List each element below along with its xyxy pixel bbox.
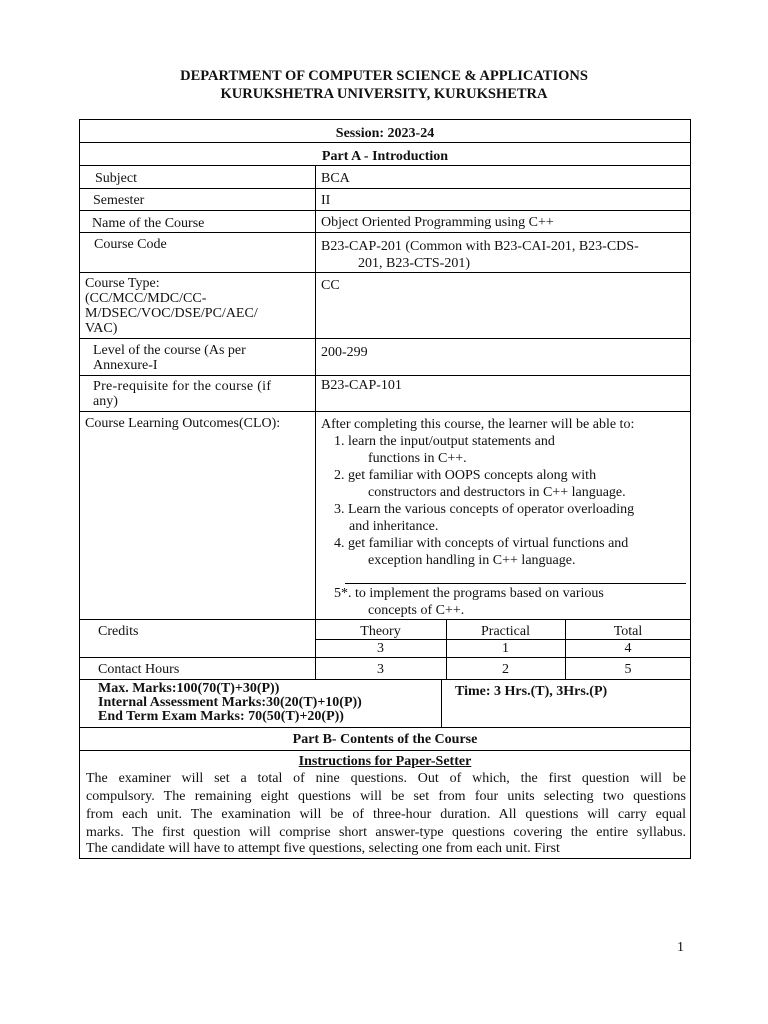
table-rule <box>79 619 691 620</box>
clo-label: Course Learning Outcomes(CLO): <box>85 416 281 431</box>
level-label-cont: Annexure-I <box>93 358 158 373</box>
table-rule <box>79 142 691 143</box>
clo-item: 3. Learn the various concepts of operator overloading <box>334 502 635 517</box>
page-number: 1 <box>677 940 684 955</box>
credits-theory: 3 <box>377 641 384 656</box>
clo-item: 5*. to implement the programs based on various <box>334 586 604 601</box>
instructions-line: The examiner will set a total of nine questions. Out of which, the first question will be <box>86 771 686 786</box>
course-type-label: Course Type: <box>85 276 160 291</box>
clo-item: 4. get familiar with concepts of virtual functions and <box>334 536 629 551</box>
prerequisite-label-cont: any) <box>93 394 118 409</box>
clo-item-cont: functions in C++. <box>368 451 467 466</box>
table-rule <box>79 727 691 728</box>
department-heading: DEPARTMENT OF COMPUTER SCIENCE & APPLICATIONS <box>180 68 588 84</box>
table-rule <box>79 411 691 412</box>
clo-item-cont: constructors and destructors in C++ language. <box>368 485 626 500</box>
table-rule <box>79 210 691 211</box>
contact-hours-label: Contact Hours <box>98 662 180 677</box>
instructions-line: from each unit. The examination will be of three-hour duration. All questions will carry equal <box>86 807 686 822</box>
clo-item: 2. get familiar with OOPS concepts along with <box>334 468 597 483</box>
clo-item-cont: and inheritance. <box>349 519 439 534</box>
table-rule <box>79 272 691 273</box>
clo-item: 1. learn the input/output statements and <box>334 434 555 449</box>
table-rule <box>79 338 691 339</box>
clo-item-cont: concepts of C++. <box>368 603 465 618</box>
internal-assessment-marks: Internal Assessment Marks:30(20(T)+10(P)) <box>98 695 362 710</box>
course-type-label: M/DSEC/VOC/DSE/PC/AEC/ <box>85 306 258 321</box>
semester-label: Semester <box>93 193 145 208</box>
credits-total: 4 <box>624 641 632 656</box>
part-a-title: Part A - Introduction <box>321 149 449 164</box>
session-label: Session: 2023-24 <box>335 126 435 141</box>
contact-hours-practical: 2 <box>502 662 509 677</box>
level-label: Level of the course (As per <box>93 343 246 358</box>
table-rule <box>79 750 691 751</box>
subject-value: BCA <box>321 171 350 186</box>
instructions-line: The candidate will have to attempt five questions, selecting one from each unit. First <box>86 841 560 856</box>
table-rule <box>79 232 691 233</box>
credits-header-theory: Theory <box>360 624 401 639</box>
credits-label: Credits <box>98 624 139 639</box>
table-rule <box>441 679 442 727</box>
table-rule <box>79 375 691 376</box>
clo-intro: After completing this course, the learner will be able to: <box>321 417 635 432</box>
course-type-label: (CC/MCC/MDC/CC- <box>85 291 207 306</box>
instructions-line: compulsory. The remaining eight questions will be set from four units selecting two questions <box>86 789 686 804</box>
instructions-title: Instructions for Paper-Setter <box>298 754 472 769</box>
table-rule <box>79 679 691 680</box>
course-name-label: Name of the Course <box>92 216 205 231</box>
clo-item-cont: exception handling in C++ language. <box>368 553 576 568</box>
university-heading: KURUKSHETRA UNIVERSITY, KURUKSHETRA <box>220 86 548 102</box>
credits-header-total: Total <box>613 624 643 639</box>
course-code-label: Course Code <box>94 237 167 252</box>
end-term-marks: End Term Exam Marks: 70(50(T)+20(P)) <box>98 709 344 724</box>
course-type-value: CC <box>321 278 340 293</box>
course-code-value: B23-CAP-201 (Common with B23-CAI-201, B23-CDS- <box>321 239 639 254</box>
contact-hours-theory: 3 <box>377 662 384 677</box>
prerequisite-label: Pre-requisite for the course (if <box>93 379 272 394</box>
max-marks: Max. Marks:100(70(T)+30(P)) <box>98 681 280 696</box>
course-type-label: VAC) <box>85 321 118 336</box>
table-rule <box>79 165 691 166</box>
part-b-title: Part B- Contents of the Course <box>292 732 478 747</box>
level-value: 200-299 <box>321 345 368 360</box>
course-code-value-cont: 201, B23-CTS-201) <box>358 256 470 271</box>
instructions-line: marks. The first question will comprise short answer-type questions covering the entire syllabus. <box>86 825 686 840</box>
table-rule <box>315 165 316 679</box>
credits-header-practical: Practical <box>481 624 530 639</box>
exam-time: Time: 3 Hrs.(T), 3Hrs.(P) <box>455 684 608 699</box>
table-rule <box>79 188 691 189</box>
credits-practical: 1 <box>502 641 509 656</box>
course-name-value: Object Oriented Programming using C++ <box>321 215 554 230</box>
clo-separator <box>345 583 686 584</box>
contact-hours-total: 5 <box>624 662 632 677</box>
semester-value: II <box>321 193 331 208</box>
subject-label: Subject <box>95 171 137 186</box>
table-rule <box>79 657 691 658</box>
prerequisite-value: B23-CAP-101 <box>321 378 402 393</box>
